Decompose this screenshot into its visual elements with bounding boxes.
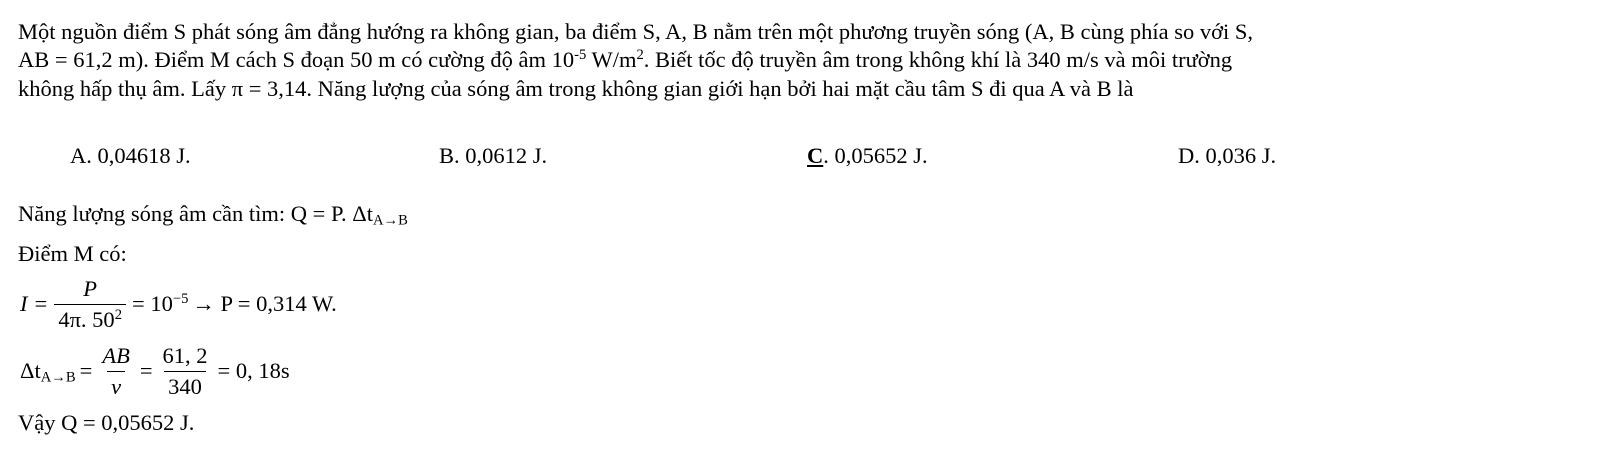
option-a-text: . 0,04618 J. [86,143,191,168]
option-d-text: . 0,036 J. [1194,143,1277,168]
intensity-unit-exponent: 2 [636,46,644,63]
option-c-text: . 0,05652 J. [823,143,928,168]
eq2-equals-2: = [139,358,153,383]
eq2-denominator-2: 340 [164,371,206,402]
eq2-numerator-2: 61, 2 [162,342,208,368]
question-text-3: không hấp thụ âm. Lấy π = 3,14. Năng lượng của sóng âm trong không gian giới hạn bởi hai mặt cầu tâm S đi qua A và B là [18,76,1134,101]
eq1-denominator [54,304,126,335]
option-a [70,141,191,171]
question-line-1 [18,17,1253,47]
eq1-mid-base: = 10 [132,291,173,316]
solution-point-m [18,239,127,269]
intensity-exponent: -5 [574,46,587,63]
option-b-text: . 0,0612 J. [454,143,548,168]
option-b [439,141,547,171]
eq1-rhs: → P = 0,314 W. [192,291,337,316]
option-d-letter: D [1178,143,1195,168]
solution-intro-sub: A→B [372,212,408,229]
point-m-text: Điểm M có: [18,241,127,266]
eq2-lhs-base: Δt [20,358,41,383]
eq1-lhs: I = [20,291,49,316]
option-d [1178,141,1276,171]
equation-intensity [18,269,339,339]
eq1-mid-exp: −5 [172,290,189,307]
equation-time [18,336,292,406]
option-c [807,141,928,171]
question-text-2b: . Biết tốc độ truyền âm trong không khí là 340 m/s và môi trường [643,47,1233,72]
question-line-3 [18,74,1134,104]
solution-intro-text: Năng lượng sóng âm cần tìm: Q = P. Δt [18,201,373,226]
solution-intro [18,199,408,229]
option-b-letter: B [439,143,455,168]
eq2-fraction-2 [159,341,212,402]
conclusion-text: Vậy Q = 0,05652 J. [18,410,195,435]
eq2-numerator-1: AB [102,342,130,368]
solution-conclusion [18,408,194,438]
eq1-fraction [54,274,126,335]
eq2-rhs: = 0, 18s [217,358,290,383]
eq1-middle [130,291,190,317]
eq2-lhs-sub: A→B [40,369,76,386]
eq1-numerator: P [83,275,98,301]
intensity-unit: W/m [586,47,637,72]
intensity-base: 10 [551,47,575,72]
eq2-fraction-1 [98,341,134,402]
option-a-letter: A [70,143,87,168]
eq1-den-base: 4π. 50 [58,306,115,332]
eq2-lhs [18,358,78,384]
question-text-2a: AB = 61,2 m). Điểm M cách S đoạn 50 m có cường độ âm [18,47,552,72]
question-text-1: Một nguồn điểm S phát sóng âm đẳng hướng ra không gian, ba điểm S, A, B nằm trên một phương truyền sóng (A, B cùng phía so với S, [18,19,1253,44]
eq2-equals-1: = [79,358,93,383]
answer-options [18,141,1578,171]
eq1-den-exp: 2 [114,306,122,323]
eq2-denominator-1: v [107,371,125,402]
option-c-letter: C [807,143,824,168]
question-line-2 [18,45,1232,75]
